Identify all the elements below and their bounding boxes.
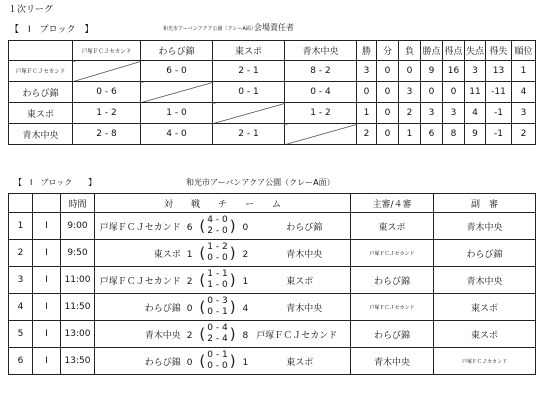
away-score: 0 bbox=[242, 222, 249, 233]
result-cell: 2 - 1 bbox=[213, 124, 285, 145]
match-number: 6 bbox=[9, 348, 33, 375]
draws-cell: 0 bbox=[377, 82, 399, 103]
open-bracket: ( bbox=[199, 271, 206, 289]
goal-diff-cell: -1 bbox=[486, 124, 512, 145]
goals-for-cell: 16 bbox=[443, 61, 465, 82]
match-row bbox=[9, 321, 536, 348]
second-half-score: 1 - 0 bbox=[207, 280, 228, 290]
goals-for-cell: 8 bbox=[443, 124, 465, 145]
match-number: 5 bbox=[9, 321, 33, 348]
header-referee: 主審/４審 bbox=[351, 194, 434, 213]
first-half-score: 1 - 1 bbox=[207, 269, 228, 279]
row-team-name: わらび錦 bbox=[9, 82, 73, 103]
second-half-score: 2 - 0 bbox=[207, 226, 228, 236]
match-block: Ⅰ bbox=[33, 213, 61, 240]
home-score: 0 bbox=[186, 303, 193, 314]
points-cell: 0 bbox=[421, 82, 443, 103]
points-cell: 3 bbox=[421, 103, 443, 124]
match-block: Ⅰ bbox=[33, 240, 61, 267]
match-time: 13:50 bbox=[61, 348, 95, 375]
match-time: 11:50 bbox=[61, 294, 95, 321]
match-away-cell bbox=[241, 321, 351, 348]
venue-label-1: 和光市アーバンアクア公園（クレーA面） bbox=[163, 26, 256, 32]
referee-cell: 東スポ bbox=[351, 213, 434, 240]
rank-cell: 3 bbox=[512, 103, 536, 124]
second-half-score: 2 - 4 bbox=[207, 334, 228, 344]
standings-row bbox=[9, 103, 536, 124]
away-score: 1 bbox=[242, 357, 249, 368]
away-score: 8 bbox=[242, 330, 249, 341]
open-bracket: ( bbox=[199, 352, 206, 370]
assistant-cell: 戸塚ＦＣＪセカンド bbox=[434, 348, 536, 375]
away-team: 青木中央 bbox=[286, 303, 323, 314]
referee-cell: わらび錦 bbox=[351, 321, 434, 348]
self-match-cell bbox=[141, 82, 213, 103]
header-wins: 勝 bbox=[357, 41, 377, 61]
result-cell: 0 - 1 bbox=[213, 82, 285, 103]
rank-cell: 4 bbox=[512, 82, 536, 103]
schedule-header-row bbox=[9, 194, 536, 213]
away-team: 東スポ bbox=[286, 357, 314, 368]
away-team: わらび錦 bbox=[286, 222, 323, 233]
second-half-score: 0 - 1 bbox=[207, 307, 228, 317]
header-team: 青木中央 bbox=[285, 41, 357, 61]
match-score-cell bbox=[195, 240, 241, 267]
close-bracket: ) bbox=[229, 298, 236, 316]
second-half-score: 0 - 0 bbox=[207, 253, 228, 263]
match-block: Ⅰ bbox=[33, 267, 61, 294]
losses-cell: 2 bbox=[399, 103, 421, 124]
home-team: 青木中央 bbox=[144, 330, 181, 341]
standings-row bbox=[9, 61, 536, 82]
header-goals-for: 得点 bbox=[443, 41, 465, 61]
match-home-cell bbox=[95, 348, 195, 375]
match-time: 9:50 bbox=[61, 240, 95, 267]
block-title-2: 【 Ⅰ ブロック 】 bbox=[14, 178, 97, 187]
match-row bbox=[9, 267, 536, 294]
wins-cell: 1 bbox=[357, 103, 377, 124]
match-time: 13:00 bbox=[61, 321, 95, 348]
header-goal-diff: 得失 bbox=[486, 41, 512, 61]
goal-diff-cell: 13 bbox=[486, 61, 512, 82]
row-team-name: 戸塚ＦＣＪセカンド bbox=[9, 61, 73, 82]
away-team: 戸塚ＦＣＪセカンド bbox=[256, 330, 338, 341]
goals-against-cell: 11 bbox=[465, 82, 486, 103]
open-bracket: ( bbox=[199, 325, 206, 343]
assistant-cell: 東スポ bbox=[434, 321, 536, 348]
result-cell: 0 - 6 bbox=[73, 82, 141, 103]
home-team: 戸塚ＦＣＪセカンド bbox=[99, 222, 181, 233]
match-score-cell bbox=[195, 294, 241, 321]
referee-cell: 戸塚ＦＣＪセカンド bbox=[351, 240, 434, 267]
match-score-cell bbox=[195, 321, 241, 348]
header-no bbox=[9, 194, 33, 213]
close-bracket: ) bbox=[229, 271, 236, 289]
schedule-table bbox=[8, 193, 536, 375]
row-team-name: 東スポ bbox=[9, 103, 73, 124]
standings-header-row bbox=[9, 41, 536, 61]
referee-cell: 青木中央 bbox=[351, 348, 434, 375]
assistant-cell: 青木中央 bbox=[434, 267, 536, 294]
match-number: 2 bbox=[9, 240, 33, 267]
match-score-cell bbox=[195, 267, 241, 294]
header-block bbox=[33, 194, 61, 213]
result-cell: 2 - 8 bbox=[73, 124, 141, 145]
page-title: １次リーグ bbox=[8, 5, 54, 15]
match-row bbox=[9, 348, 536, 375]
second-half-score: 0 - 0 bbox=[207, 361, 228, 371]
match-row bbox=[9, 240, 536, 267]
losses-cell: 3 bbox=[399, 82, 421, 103]
close-bracket: ) bbox=[229, 325, 236, 343]
away-score: 2 bbox=[242, 249, 249, 260]
header-team: 東スポ bbox=[213, 41, 285, 61]
goals-against-cell: 3 bbox=[465, 61, 486, 82]
match-home-cell bbox=[95, 321, 195, 348]
header-losses: 負 bbox=[399, 41, 421, 61]
goal-diff-cell: -1 bbox=[486, 103, 512, 124]
self-match-cell bbox=[285, 124, 357, 145]
away-score: 4 bbox=[242, 303, 249, 314]
away-team: 東スポ bbox=[286, 276, 314, 287]
match-away-cell bbox=[241, 294, 351, 321]
referee-cell: わらび錦 bbox=[351, 267, 434, 294]
goal-diff-cell: -11 bbox=[486, 82, 512, 103]
result-cell: 1 - 0 bbox=[141, 103, 213, 124]
match-home-cell bbox=[95, 213, 195, 240]
match-away-cell bbox=[241, 240, 351, 267]
home-team: 戸塚ＦＣＪセカンド bbox=[99, 276, 181, 287]
draws-cell: 0 bbox=[377, 124, 399, 145]
result-cell: 8 - 2 bbox=[285, 61, 357, 82]
standings-row bbox=[9, 124, 536, 145]
home-score: 0 bbox=[186, 357, 193, 368]
goals-for-cell: 3 bbox=[443, 103, 465, 124]
wins-cell: 3 bbox=[357, 61, 377, 82]
home-team: わらび錦 bbox=[144, 357, 181, 368]
responsible-label: 会場責任者 bbox=[254, 23, 294, 32]
open-bracket: ( bbox=[199, 298, 206, 316]
result-cell: 6 - 0 bbox=[141, 61, 213, 82]
home-score: 6 bbox=[186, 222, 193, 233]
result-cell: 2 - 1 bbox=[213, 61, 285, 82]
match-away-cell bbox=[241, 348, 351, 375]
corner-cell bbox=[9, 41, 73, 61]
header-team: わらび錦 bbox=[141, 41, 213, 61]
row-team-name: 青木中央 bbox=[9, 124, 73, 145]
header-team: 戸塚ＦＣＪセカンド bbox=[73, 41, 141, 61]
match-home-cell bbox=[95, 267, 195, 294]
match-time: 9:00 bbox=[61, 213, 95, 240]
draws-cell: 0 bbox=[377, 61, 399, 82]
open-bracket: ( bbox=[199, 244, 206, 262]
close-bracket: ) bbox=[229, 244, 236, 262]
standings-row bbox=[9, 82, 536, 103]
result-cell: 1 - 2 bbox=[73, 103, 141, 124]
result-cell: 1 - 2 bbox=[285, 103, 357, 124]
match-away-cell bbox=[241, 267, 351, 294]
home-score: 1 bbox=[186, 249, 193, 260]
match-score-cell bbox=[195, 348, 241, 375]
header-time: 時間 bbox=[61, 194, 95, 213]
match-home-cell bbox=[95, 240, 195, 267]
goals-against-cell: 4 bbox=[465, 103, 486, 124]
first-half-score: 0 - 3 bbox=[207, 296, 228, 306]
result-cell: 4 - 0 bbox=[141, 124, 213, 145]
venue-label-2: 和光市アーバンアクア公園（クレーA面） bbox=[186, 178, 335, 187]
wins-cell: 0 bbox=[357, 82, 377, 103]
header-goals-against: 失点 bbox=[465, 41, 486, 61]
header-assistant: 副 審 bbox=[434, 194, 536, 213]
self-match-cell bbox=[213, 103, 285, 124]
home-score: 2 bbox=[186, 330, 193, 341]
result-cell: 0 - 4 bbox=[285, 82, 357, 103]
standings-table bbox=[8, 40, 536, 145]
close-bracket: ) bbox=[229, 217, 236, 235]
goals-for-cell: 0 bbox=[443, 82, 465, 103]
match-home-cell bbox=[95, 294, 195, 321]
home-score: 2 bbox=[186, 276, 193, 287]
referee-cell: 戸塚ＦＣＪセカンド bbox=[351, 294, 434, 321]
match-time: 11:00 bbox=[61, 267, 95, 294]
first-half-score: 0 - 1 bbox=[207, 350, 228, 360]
draws-cell: 0 bbox=[377, 103, 399, 124]
open-bracket: ( bbox=[199, 217, 206, 235]
home-team: わらび錦 bbox=[144, 303, 181, 314]
block-title-1: 【 Ⅰ ブロック 】 bbox=[10, 25, 94, 35]
assistant-cell: わらび錦 bbox=[434, 240, 536, 267]
header-rank: 順位 bbox=[512, 41, 536, 61]
match-row bbox=[9, 294, 536, 321]
match-number: 3 bbox=[9, 267, 33, 294]
away-team: 青木中央 bbox=[286, 249, 323, 260]
match-block: Ⅰ bbox=[33, 321, 61, 348]
away-score: 1 bbox=[242, 276, 249, 287]
first-half-score: 1 - 2 bbox=[207, 242, 228, 252]
losses-cell: 0 bbox=[399, 61, 421, 82]
rank-cell: 1 bbox=[512, 61, 536, 82]
match-block: Ⅰ bbox=[33, 294, 61, 321]
first-half-score: 0 - 4 bbox=[207, 323, 228, 333]
first-half-score: 4 - 0 bbox=[207, 215, 228, 225]
wins-cell: 2 bbox=[357, 124, 377, 145]
match-number: 4 bbox=[9, 294, 33, 321]
assistant-cell: 東スポ bbox=[434, 294, 536, 321]
match-number: 1 bbox=[9, 213, 33, 240]
header-draws: 分 bbox=[377, 41, 399, 61]
goals-against-cell: 9 bbox=[465, 124, 486, 145]
self-match-cell bbox=[73, 61, 141, 82]
losses-cell: 1 bbox=[399, 124, 421, 145]
points-cell: 6 bbox=[421, 124, 443, 145]
header-match: 対 戦 チ ー ム bbox=[95, 194, 351, 213]
rank-cell: 2 bbox=[512, 124, 536, 145]
close-bracket: ) bbox=[229, 352, 236, 370]
match-row bbox=[9, 213, 536, 240]
points-cell: 9 bbox=[421, 61, 443, 82]
header-points: 勝点 bbox=[421, 41, 443, 61]
home-team: 東スポ bbox=[153, 249, 181, 260]
match-block: Ⅰ bbox=[33, 348, 61, 375]
match-away-cell bbox=[241, 213, 351, 240]
assistant-cell: 青木中央 bbox=[434, 213, 536, 240]
match-score-cell bbox=[195, 213, 241, 240]
